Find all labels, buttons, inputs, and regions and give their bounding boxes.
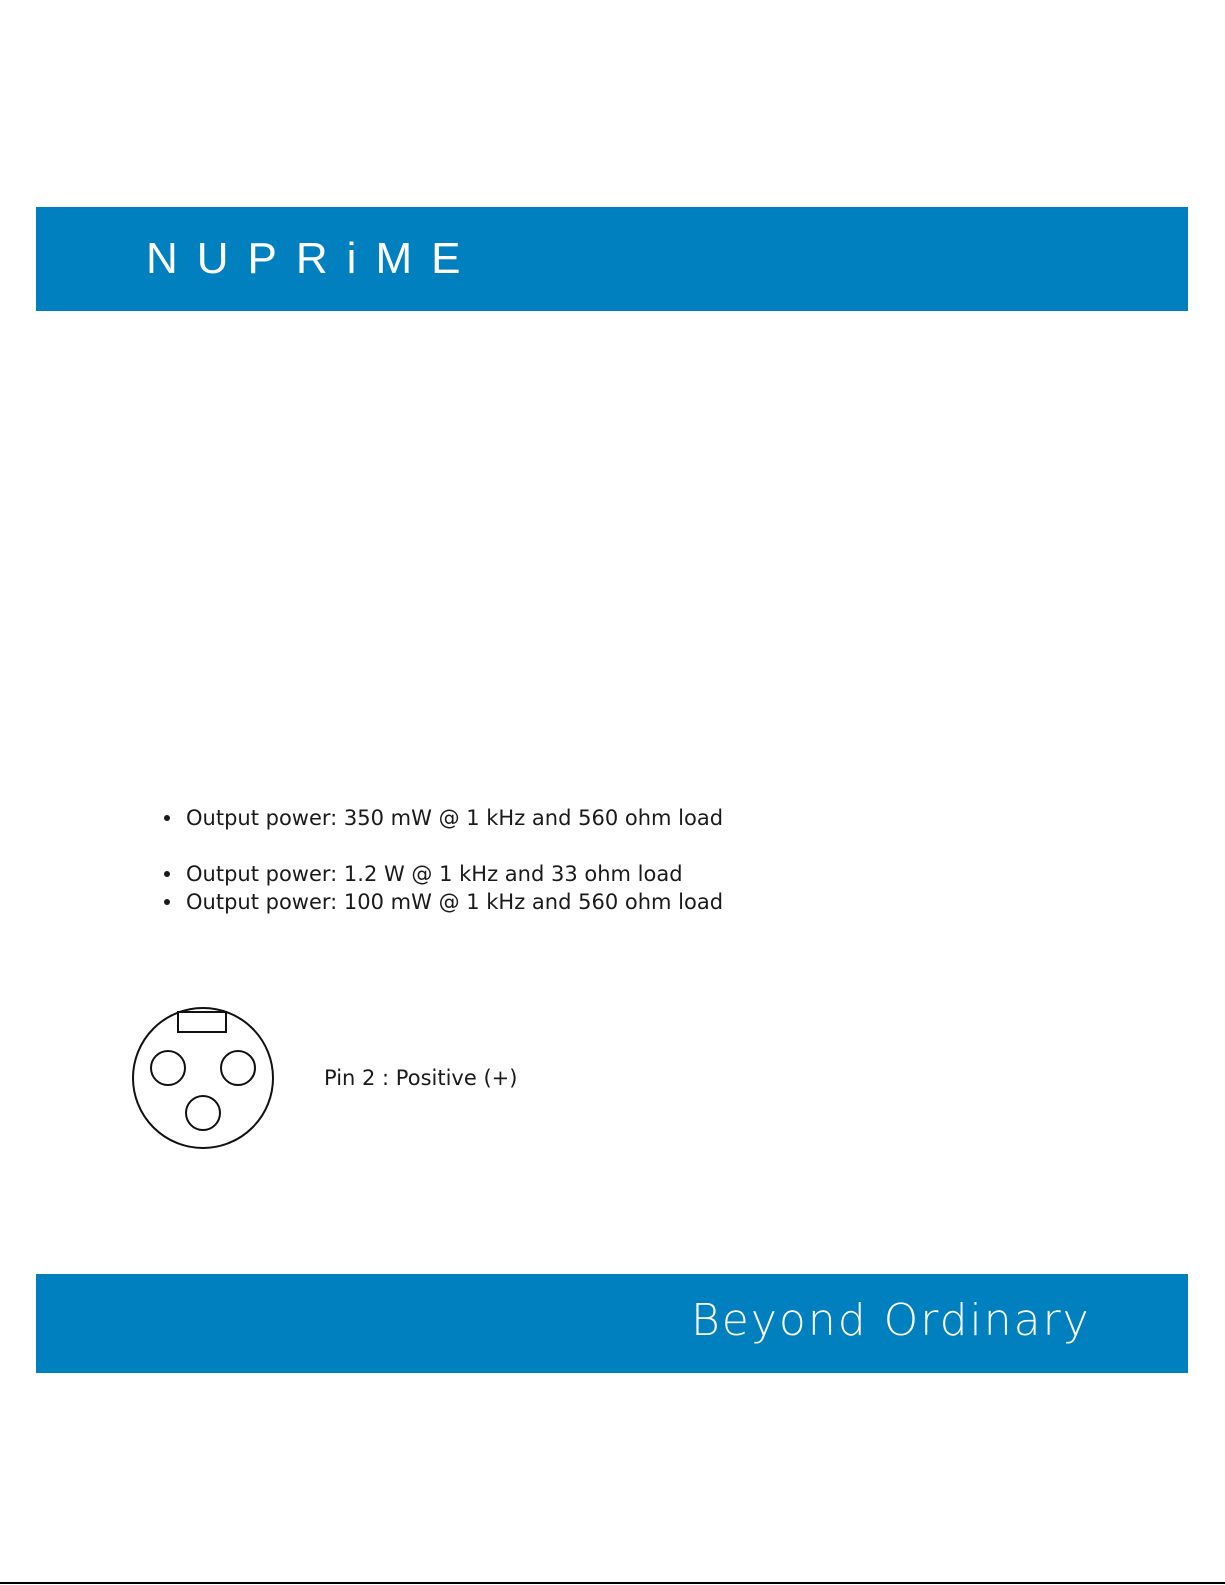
footer-tagline: Beyond Ordinary xyxy=(691,1295,1091,1346)
footer-band xyxy=(36,1274,1188,1373)
header-band xyxy=(36,207,1188,311)
bullet-icon xyxy=(164,899,170,905)
spec-text: Output power: 350 mW @ 1 kHz and 560 ohm load xyxy=(186,806,724,830)
list-item xyxy=(160,860,723,888)
connector-pin xyxy=(151,1051,185,1085)
brand-logo: NUPRiME xyxy=(146,234,480,283)
pin-label: Pin 2 : Positive (+) xyxy=(324,1066,518,1090)
list-item xyxy=(160,888,723,916)
connector-key xyxy=(178,1012,226,1032)
connector-pin xyxy=(186,1096,220,1130)
spec-text: Output power: 1.2 W @ 1 kHz and 33 ohm load xyxy=(186,862,683,886)
spec-text: Output power: 100 mW @ 1 kHz and 560 ohm load xyxy=(186,890,724,914)
xlr-connector-diagram xyxy=(130,1005,276,1151)
list-item xyxy=(160,804,723,832)
spec-list xyxy=(160,804,723,916)
connector-pin xyxy=(221,1051,255,1085)
bullet-icon xyxy=(164,871,170,877)
bullet-icon xyxy=(164,815,170,821)
page-divider xyxy=(0,1582,1225,1584)
